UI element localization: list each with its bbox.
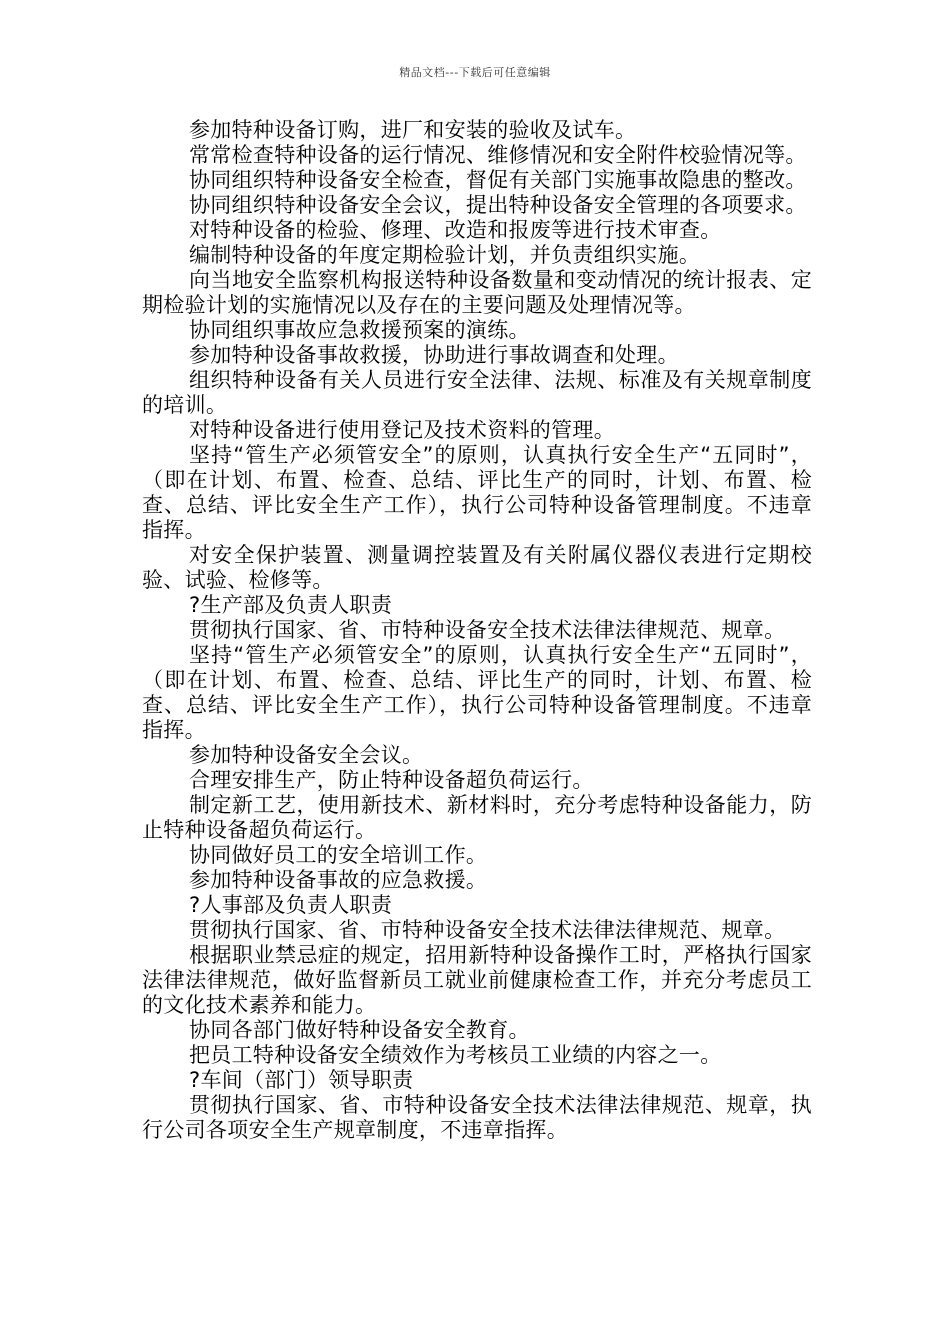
paragraph: 对安全保护装置、测量调控装置及有关附属仪器仪表进行定期校验、试验、检修等。 bbox=[142, 543, 812, 592]
paragraph: 坚持“管生产必须管安全”的原则，认真执行安全生产“五同时”，（即在计划、布置、检查、总结、评比生产的同时，计划、布置、检查、总结、评比安全生产工作），执行公司特种设备管理制度。不违章指挥。 bbox=[142, 643, 812, 742]
paragraph: 编制特种设备的年度定期检验计划，并负责组织实施。 bbox=[189, 243, 701, 267]
paragraph: 贯彻执行国家、省、市特种设备安全技术法律法律规范、规章。 bbox=[189, 618, 786, 642]
paragraph: 参加特种设备安全会议。 bbox=[189, 743, 424, 767]
paragraph: 对特种设备进行使用登记及技术资料的管理。 bbox=[189, 418, 615, 442]
paragraph: 对特种设备的检验、修理、改造和报废等进行技术审查。 bbox=[189, 218, 722, 242]
page-header: 精品文档---下载后可任意编辑 bbox=[399, 66, 551, 79]
paragraph: 贯彻执行国家、省、市特种设备安全技术法律法律规范、规章，执行公司各项安全生产规章制度，不违章指挥。 bbox=[142, 1093, 812, 1142]
section-heading-production-dept: ?生产部及负责人职责 bbox=[189, 593, 393, 617]
paragraph: 贯彻执行国家、省、市特种设备安全技术法律法律规范、规章。 bbox=[189, 918, 786, 942]
section-heading-hr-dept: ?人事部及负责人职责 bbox=[189, 893, 393, 917]
paragraph: 常常检查特种设备的运行情况、维修情况和安全附件校验情况等。 bbox=[189, 143, 807, 167]
paragraph: 协同组织特种设备安全会议，提出特种设备安全管理的各项要求。 bbox=[189, 193, 807, 217]
paragraph: 参加特种设备订购，进厂和安装的验收及试车。 bbox=[189, 118, 637, 142]
paragraph: 根据职业禁忌症的规定，招用新特种设备操作工时，严格执行国家法律法律规范，做好监督新员工就业前健康检查工作，并充分考虑员工的文化技术素养和能力。 bbox=[142, 943, 812, 1017]
paragraph: 组织特种设备有关人员进行安全法律、法规、标准及有关规章制度的培训。 bbox=[142, 368, 812, 417]
paragraph: 把员工特种设备安全绩效作为考核员工业绩的内容之一。 bbox=[189, 1043, 722, 1067]
paragraph: 协同各部门做好特种设备安全教育。 bbox=[189, 1018, 530, 1042]
paragraph: 制定新工艺，使用新技术、新材料时，充分考虑特种设备能力，防止特种设备超负荷运行。 bbox=[142, 793, 812, 842]
document-body bbox=[142, 118, 812, 1143]
paragraph: 合理安排生产，防止特种设备超负荷运行。 bbox=[189, 768, 594, 792]
paragraph: 坚持“管生产必须管安全”的原则，认真执行安全生产“五同时”，（即在计划、布置、检查、总结、评比生产的同时，计划、布置、检查、总结、评比安全生产工作），执行公司特种设备管理制度。不违章指挥。 bbox=[142, 443, 812, 542]
paragraph: 协同做好员工的安全培训工作。 bbox=[189, 843, 488, 867]
paragraph: 参加特种设备事故救援，协助进行事故调查和处理。 bbox=[189, 343, 679, 367]
paragraph: 协同组织事故应急救援预案的演练。 bbox=[189, 318, 530, 342]
paragraph: 向当地安全监察机构报送特种设备数量和变动情况的统计报表、定期检验计划的实施情况以及存在的主要问题及处理情况等。 bbox=[142, 268, 812, 317]
section-heading-workshop-leader: ?车间（部门）领导职责 bbox=[189, 1068, 414, 1092]
paragraph: 协同组织特种设备安全检查，督促有关部门实施事故隐患的整改。 bbox=[189, 168, 807, 192]
paragraph: 参加特种设备事故的应急救援。 bbox=[189, 868, 488, 892]
